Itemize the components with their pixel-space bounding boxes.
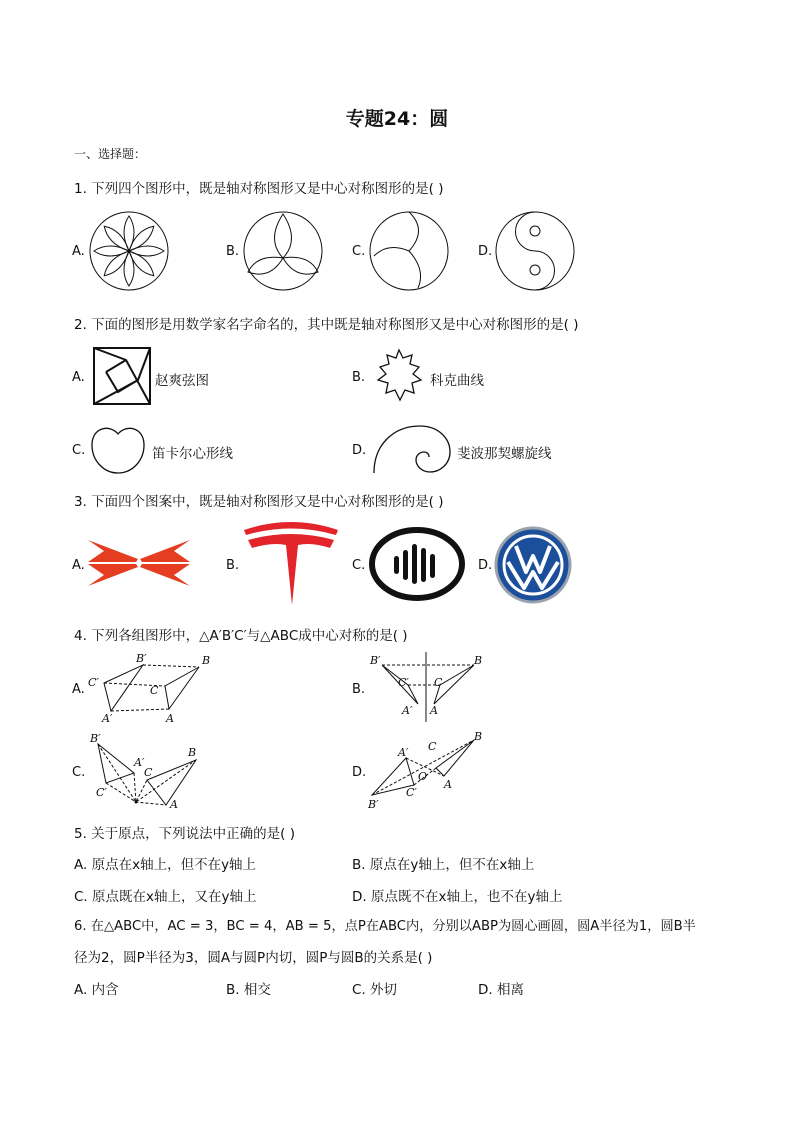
q4a-point-a1: A′	[102, 712, 113, 725]
q6-option-c: C. 外切	[352, 982, 398, 998]
q4d-point-c: C	[428, 740, 437, 753]
q4c-point-c: C	[144, 766, 153, 779]
question-6-line1: 6. 在△ABC中，AC = 3，BC = 4，AB = 5，点P在ABC内，分别以ABP为圆心画圆，圆A半径为1，圆B半	[74, 919, 696, 934]
q2-label-c: C.	[72, 443, 86, 458]
q4d-point-a: A	[444, 778, 452, 791]
q1-label-b: B.	[226, 244, 240, 259]
q2-caption-a: 赵爽弦图	[155, 373, 209, 389]
q4a-point-a: A	[166, 712, 174, 725]
question-4: 4. 下列各组图形中，△A′B′C′与△ABC成中心对称的是( )	[74, 628, 408, 644]
q4c-point-b1: B′	[90, 732, 101, 745]
q3-vw-logo-text: VW	[532, 602, 534, 603]
q1-label-d: D.	[478, 244, 493, 259]
question-6-line2: 径为2，圆P半径为3，圆A与圆P内切，圆P与圆B的关系是( )	[74, 950, 433, 966]
q3-label-a: A.	[72, 558, 85, 573]
q4-figure-d	[366, 730, 491, 812]
q3-label-c: C.	[352, 558, 366, 573]
q4a-point-c1: C′	[88, 676, 99, 689]
q2-label-b: B.	[352, 370, 366, 385]
q4-figure-a	[86, 650, 221, 730]
q3-label-d: D.	[478, 558, 493, 573]
q5-option-c: C. 原点既在x轴上，又在y轴上	[74, 889, 257, 905]
q3-bowtie-logo	[88, 540, 190, 586]
q1-yinyang-figure	[494, 210, 576, 292]
q2-zhaoshuang-figure	[92, 346, 152, 406]
q4d-point-b1: B′	[368, 798, 379, 811]
q2-fibonacci-spiral-figure	[372, 422, 452, 474]
q4-label-b: B.	[352, 682, 366, 697]
q4-label-a: A.	[72, 682, 85, 697]
q4c-point-b: B	[188, 746, 197, 759]
q4b-point-b1: B′	[370, 654, 381, 667]
question-2: 2. 下面的图形是用数学家名字命名的，其中既是轴对称图形又是中心对称图形的是( )	[74, 317, 579, 333]
q3-label-b: B.	[226, 558, 240, 573]
page-title: 专题24：圆	[345, 108, 449, 130]
q2-label-d: D.	[352, 443, 367, 458]
q4d-point-a1: A′	[398, 746, 409, 759]
q4a-point-b1: B′	[136, 652, 147, 665]
q1-label-c: C.	[352, 244, 366, 259]
q5-option-d: D. 原点既不在x轴上，也不在y轴上	[352, 889, 563, 905]
q6-option-a: A. 内含	[74, 982, 119, 998]
question-5: 5. 关于原点，下列说法中正确的是( )	[74, 826, 295, 842]
section-heading: 一、选择题：	[74, 147, 147, 161]
q4b-point-b: B	[474, 654, 483, 667]
q2-koch-figure	[370, 346, 428, 406]
q1-flower-figure	[88, 210, 170, 292]
question-1: 1. 下列四个图形中，既是轴对称图形又是中心对称图形的是( )	[74, 181, 444, 197]
q4d-point-b: B	[474, 730, 483, 743]
q4b-point-c1: C′	[398, 676, 409, 689]
q4-figure-b	[368, 650, 488, 725]
q4c-point-a1: A′	[134, 756, 145, 769]
q4-figure-c	[86, 730, 211, 812]
question-3: 3. 下面四个图案中，既是轴对称图形又是中心对称图形的是( )	[74, 494, 444, 510]
q4-label-c: C.	[72, 765, 86, 780]
q4-label-d: D.	[352, 765, 367, 780]
q4d-point-c1: C′	[406, 786, 417, 799]
q4a-point-c: C	[150, 684, 159, 697]
q3-tesla-logo	[242, 520, 340, 606]
q2-caption-b: 科克曲线	[430, 373, 484, 389]
q4a-point-b: B	[202, 654, 211, 667]
q2-caption-c: 笛卡尔心形线	[152, 446, 233, 462]
q6-option-b: B. 相交	[226, 982, 271, 998]
q4b-point-a: A	[430, 704, 438, 717]
q2-label-a: A.	[72, 370, 85, 385]
q3-vw-logo	[494, 526, 572, 604]
q4c-point-c1: C′	[96, 786, 107, 799]
q2-caption-d: 斐波那契螺旋线	[457, 446, 552, 462]
q4b-point-a1: A′	[402, 704, 413, 717]
q5-option-b: B. 原点在y轴上，但不在x轴上	[352, 857, 535, 873]
q6-option-d: D. 相离	[478, 982, 524, 998]
q5-option-a: A. 原点在x轴上，但不在y轴上	[74, 857, 257, 873]
q4c-point-a: A	[170, 798, 178, 811]
q1-label-a: A.	[72, 244, 85, 259]
q1-swirl-figure	[368, 210, 450, 292]
q1-trefoil-figure	[242, 210, 324, 292]
q4d-point-o: O	[418, 770, 428, 783]
q2-cardioid-figure	[90, 425, 146, 475]
q3-oval-bars-logo	[368, 526, 466, 602]
q4b-point-c: C	[434, 676, 443, 689]
